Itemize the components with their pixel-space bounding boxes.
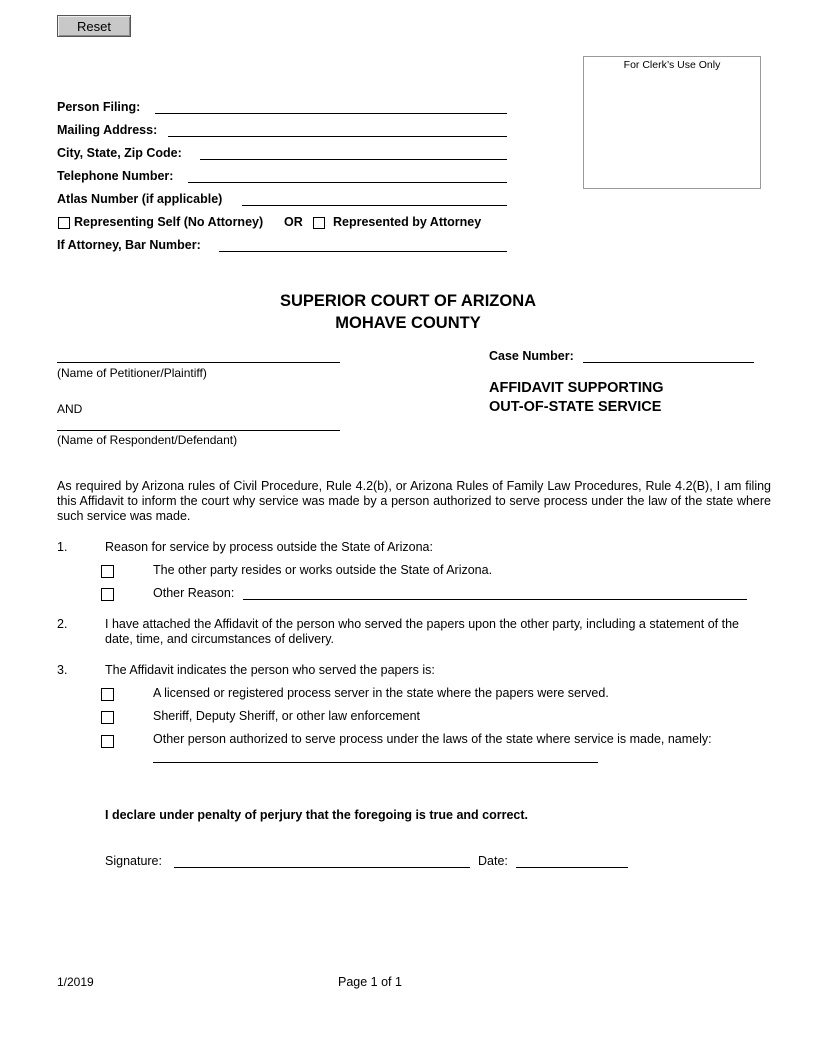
- atlas-number-field[interactable]: [242, 205, 507, 206]
- other-reason-label: Other Reason:: [153, 586, 235, 600]
- clerk-use-label: For Clerk’s Use Only: [623, 59, 721, 71]
- petitioner-name-field[interactable]: [57, 362, 340, 363]
- other-reason-checkbox[interactable]: [101, 588, 114, 601]
- item-1-text: Reason for service by process outside the State of Arizona:: [105, 540, 433, 554]
- item-2-text: I have attached the Affidavit of the person who served the papers upon the other party, including a statement of the date, time, and circumstances of delivery.: [105, 617, 739, 646]
- city-state-zip-field[interactable]: [200, 159, 507, 160]
- represented-by-attorney-label: Represented by Attorney: [333, 215, 482, 229]
- licensed-server-checkbox[interactable]: [101, 688, 114, 701]
- bar-number-field[interactable]: [219, 251, 507, 252]
- mailing-address-field[interactable]: [168, 136, 507, 137]
- representing-self-label: Representing Self (No Attorney): [74, 215, 264, 229]
- mailing-address-label: Mailing Address:: [57, 123, 158, 137]
- other-person-checkbox[interactable]: [101, 735, 114, 748]
- person-filing-field[interactable]: [155, 113, 507, 114]
- telephone-label: Telephone Number:: [57, 169, 174, 183]
- and-label: AND: [57, 402, 83, 416]
- or-label: OR: [284, 215, 303, 229]
- item-3-text: The Affidavit indicates the person who served the papers is:: [105, 663, 435, 677]
- licensed-server-label: A licensed or registered process server in the state where the papers were served.: [153, 686, 609, 700]
- doc-title-line2: OUT-OF-STATE SERVICE: [489, 399, 662, 415]
- form-version: 1/2019: [57, 975, 94, 989]
- county-title: MOHAVE COUNTY: [335, 314, 481, 332]
- sheriff-label: Sheriff, Deputy Sheriff, or other law enforcement: [153, 709, 421, 723]
- date-field[interactable]: [516, 867, 628, 868]
- signature-field[interactable]: [174, 867, 470, 868]
- item-2-number: 2.: [57, 617, 68, 631]
- doc-title-line1: AFFIDAVIT SUPPORTING: [489, 380, 664, 396]
- item-1-number: 1.: [57, 540, 68, 554]
- declaration-text: I declare under penalty of perjury that the foregoing is true and correct.: [105, 808, 528, 822]
- case-number-label: Case Number:: [489, 349, 574, 363]
- page-number: Page 1 of 1: [338, 975, 402, 989]
- petitioner-caption: (Name of Petitioner/Plaintiff): [57, 366, 207, 380]
- person-filing-label: Person Filing:: [57, 100, 141, 114]
- atlas-number-label: Atlas Number (if applicable): [57, 192, 223, 206]
- sheriff-checkbox[interactable]: [101, 711, 114, 724]
- court-title: SUPERIOR COURT OF ARIZONA: [279, 292, 537, 310]
- city-state-zip-label: City, State, Zip Code:: [57, 146, 182, 160]
- other-party-outside-label: The other party resides or works outside the State of Arizona.: [153, 563, 493, 577]
- respondent-name-field[interactable]: [57, 430, 340, 431]
- telephone-field[interactable]: [188, 182, 507, 183]
- date-label: Date:: [478, 854, 508, 868]
- other-person-label: Other person authorized to serve process under the laws of the state where service is made, namely:: [153, 732, 712, 746]
- case-number-field[interactable]: [583, 362, 754, 363]
- bar-number-label: If Attorney, Bar Number:: [57, 238, 201, 252]
- representing-self-checkbox[interactable]: [58, 217, 70, 229]
- respondent-caption: (Name of Respondent/Defendant): [57, 433, 238, 447]
- clerk-use-box: [583, 56, 761, 189]
- intro-paragraph: As required by Arizona rules of Civil Procedure, Rule 4.2(b), or Arizona Rules of Family Law Procedures, Rule 4.2(B), I am filing this Affidavit to inform the court why service was made by a person authorized to serve process under the law of the state where such service was made.: [57, 479, 771, 523]
- represented-by-attorney-checkbox[interactable]: [313, 217, 325, 229]
- reset-button[interactable]: Reset: [57, 15, 131, 37]
- other-person-field[interactable]: [153, 762, 598, 763]
- other-reason-field[interactable]: [243, 599, 747, 600]
- signature-label: Signature:: [105, 854, 162, 868]
- other-party-outside-checkbox[interactable]: [101, 565, 114, 578]
- item-3-number: 3.: [57, 663, 68, 677]
